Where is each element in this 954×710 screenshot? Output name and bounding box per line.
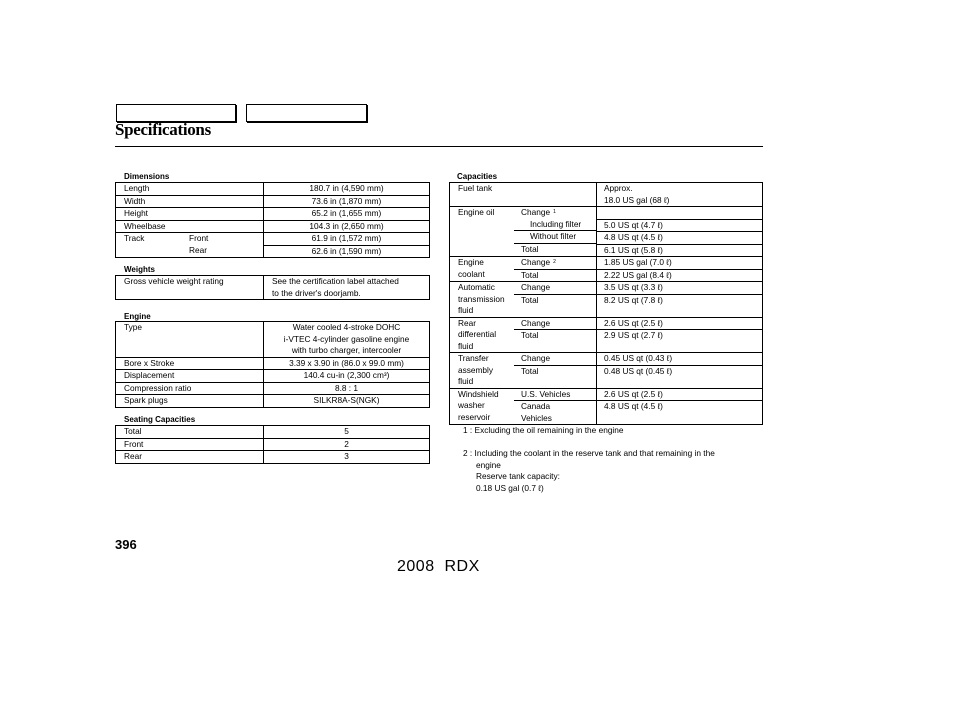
track-front-value: 61.9 in (1,572 mm) xyxy=(264,233,429,246)
row-label: Bore x Stroke xyxy=(116,357,264,370)
row-label: Total xyxy=(116,426,264,439)
footer-model: 2008 RDX xyxy=(397,558,480,575)
track-cell xyxy=(116,233,264,258)
row-label: Fuel tank xyxy=(450,183,515,207)
coolant-values xyxy=(597,257,763,282)
change-label: Change xyxy=(514,353,596,366)
rear-diff-values xyxy=(597,317,763,353)
footnote-ref: 1 xyxy=(553,209,556,215)
title-divider xyxy=(115,146,763,147)
row-label: Front xyxy=(116,438,264,451)
dimensions-table xyxy=(115,182,430,258)
change-value: 0.45 US qt (0.43 ℓ) xyxy=(597,353,762,366)
row-value xyxy=(264,276,430,300)
incl-filter-label: Including filter xyxy=(514,219,596,232)
track-values xyxy=(264,233,430,258)
table-row xyxy=(116,233,430,258)
label-line: washer xyxy=(458,400,485,410)
note-line: 0.18 US gal (0.7 ℓ) xyxy=(476,482,544,493)
coolant-change-label xyxy=(514,257,596,270)
label-line: fluid xyxy=(458,305,474,315)
table-row xyxy=(116,382,430,395)
incl-filter-value: 5.0 US qt (4.7 ℓ) xyxy=(597,219,762,232)
canada-label-line: Vehicles xyxy=(521,412,552,423)
table-row xyxy=(450,183,763,207)
note-line: 2 : Including the coolant in the reserve tank and that remaining in the xyxy=(463,448,715,458)
row-value: 8.8 : 1 xyxy=(264,382,430,395)
empty-cell xyxy=(514,183,597,207)
oil-values xyxy=(597,207,763,257)
row-label: Engine oil xyxy=(450,207,515,257)
label-line: transmission xyxy=(458,293,505,304)
row-value: 73.6 in (1,870 mm) xyxy=(264,195,430,208)
row-label: Displacement xyxy=(116,370,264,383)
change-value: 1.85 US gal (7.0 ℓ) xyxy=(597,257,762,270)
nav-tab-blank-2[interactable] xyxy=(246,104,367,122)
excl-filter-label: Without filter xyxy=(514,231,596,244)
row-label: Rear xyxy=(116,451,264,464)
table-row xyxy=(116,276,430,300)
table-row xyxy=(116,395,430,408)
row-label: Width xyxy=(116,195,264,208)
footnote-ref: 2 xyxy=(553,259,556,265)
label-line: reservoir xyxy=(458,411,491,422)
row-value: 140.4 cu-in (2,300 cm³) xyxy=(264,370,430,383)
change-label: Change xyxy=(521,257,551,267)
table-row xyxy=(116,426,430,439)
footnote-2 xyxy=(463,448,715,494)
note-line: engine xyxy=(476,459,501,470)
page-number: 396 xyxy=(115,537,137,552)
seating-heading: Seating Capacities xyxy=(124,415,196,424)
track-rear-label: Rear xyxy=(189,244,207,255)
change-label: Change xyxy=(514,282,596,295)
row-value: 3.39 x 3.90 in (86.0 x 99.0 mm) xyxy=(264,357,430,370)
table-row xyxy=(450,388,763,425)
canada-value: 4.8 US qt (4.5 ℓ) xyxy=(604,401,663,411)
total-value: 2.22 US gal (8.4 ℓ) xyxy=(604,269,672,280)
row-value: 104.3 in (2,650 mm) xyxy=(264,220,430,233)
footnote-1: 1 : Excluding the oil remaining in the engine xyxy=(463,425,624,435)
row-label: Type xyxy=(116,322,264,358)
row-value: 2 xyxy=(264,438,430,451)
washer-sublabels xyxy=(514,388,597,425)
value-line: 18.0 US gal (68 ℓ) xyxy=(604,194,670,205)
seating-table xyxy=(115,425,430,464)
row-value: SILKR8A-S(NGK) xyxy=(264,395,430,408)
value-line: Water cooled 4-stroke DOHC xyxy=(292,322,401,332)
capacities-table xyxy=(449,182,763,425)
total-label: Total xyxy=(521,269,539,280)
table-row xyxy=(450,207,763,257)
row-value: 5 xyxy=(264,426,430,439)
row-label: Height xyxy=(116,208,264,221)
table-row xyxy=(116,220,430,233)
label-line: Automatic xyxy=(458,282,495,292)
row-label: Wheelbase xyxy=(116,220,264,233)
value-line: to the driver's doorjamb. xyxy=(272,287,361,298)
row-value: 180.7 in (4,590 mm) xyxy=(264,183,430,196)
row-label xyxy=(450,282,515,318)
table-row xyxy=(450,317,763,353)
row-label xyxy=(450,388,515,425)
table-row xyxy=(450,257,763,282)
label-line: assembly xyxy=(458,364,494,375)
total-value: 8.2 US qt (7.8 ℓ) xyxy=(604,294,663,305)
table-row xyxy=(116,183,430,196)
canada-label-line: Canada xyxy=(521,401,551,411)
label-line: fluid xyxy=(458,340,474,351)
atf-sublabels xyxy=(514,282,597,318)
change-value: 3.5 US qt (3.3 ℓ) xyxy=(597,282,762,295)
table-row xyxy=(450,353,763,389)
rear-diff-sublabels xyxy=(514,317,597,353)
total-value: 2.9 US qt (2.7 ℓ) xyxy=(604,330,663,340)
table-row xyxy=(116,322,430,358)
track-label: Track xyxy=(124,233,145,243)
row-value xyxy=(597,183,763,207)
total-label: Total xyxy=(521,330,539,340)
note-line: Reserve tank capacity: xyxy=(476,471,560,481)
row-label: Spark plugs xyxy=(116,395,264,408)
label-line: Rear xyxy=(458,317,476,328)
value-line: See the certification label attached xyxy=(272,276,399,286)
table-row xyxy=(116,451,430,464)
label-line: differential xyxy=(458,329,497,339)
oil-sublabels xyxy=(514,207,597,257)
empty-line xyxy=(597,207,762,219)
dimensions-heading: Dimensions xyxy=(124,172,170,181)
row-value: 65.2 in (1,655 mm) xyxy=(264,208,430,221)
row-label: Gross vehicle weight rating xyxy=(116,276,264,300)
row-label: Length xyxy=(116,183,264,196)
label-line: coolant xyxy=(458,268,485,279)
value-line: Approx. xyxy=(604,183,633,193)
row-value: 3 xyxy=(264,451,430,464)
weights-heading: Weights xyxy=(124,265,155,274)
change-value: 2.6 US qt (2.5 ℓ) xyxy=(597,318,762,331)
label-line: Windshield xyxy=(458,388,499,399)
row-label: Compression ratio xyxy=(116,382,264,395)
weights-table xyxy=(115,275,430,300)
change-label: Change xyxy=(514,318,596,331)
row-value xyxy=(264,322,430,358)
table-row xyxy=(116,357,430,370)
total-label: Total xyxy=(521,365,539,376)
washer-values xyxy=(597,388,763,425)
value-line: with turbo charger, intercooler xyxy=(291,345,402,355)
table-row xyxy=(450,282,763,318)
row-label xyxy=(450,353,515,389)
row-label xyxy=(450,257,515,282)
capacities-heading: Capacities xyxy=(457,172,498,181)
transfer-sublabels xyxy=(514,353,597,389)
oil-change-label xyxy=(521,207,596,219)
label-line: fluid xyxy=(458,376,474,386)
track-front-label: Front xyxy=(189,233,209,243)
engine-heading: Engine xyxy=(124,312,151,321)
atf-values xyxy=(597,282,763,318)
row-label xyxy=(450,317,515,353)
engine-table xyxy=(115,321,430,408)
table-row xyxy=(116,370,430,383)
track-rear-value: 62.6 in (1,590 mm) xyxy=(311,245,382,256)
change-label: Change xyxy=(521,207,551,217)
total-label: Total xyxy=(521,243,539,254)
table-row xyxy=(116,208,430,221)
label-line: Engine xyxy=(458,257,484,267)
table-row xyxy=(116,195,430,208)
label-line: Transfer xyxy=(458,353,489,363)
page-title: Specifications xyxy=(115,120,211,139)
us-vehicles-label: U.S. Vehicles xyxy=(514,389,596,402)
total-label: Total xyxy=(521,294,539,305)
total-value: 6.1 US qt (5.8 ℓ) xyxy=(597,244,762,257)
total-value: 0.48 US qt (0.45 ℓ) xyxy=(604,365,673,376)
us-vehicles-value: 2.6 US qt (2.5 ℓ) xyxy=(597,389,762,402)
coolant-sublabels xyxy=(514,257,597,282)
value-line: i-VTEC 4-cylinder gasoline engine xyxy=(283,333,410,344)
transfer-values xyxy=(597,353,763,389)
table-row xyxy=(116,438,430,451)
excl-filter-value: 4.8 US qt (4.5 ℓ) xyxy=(597,231,762,244)
